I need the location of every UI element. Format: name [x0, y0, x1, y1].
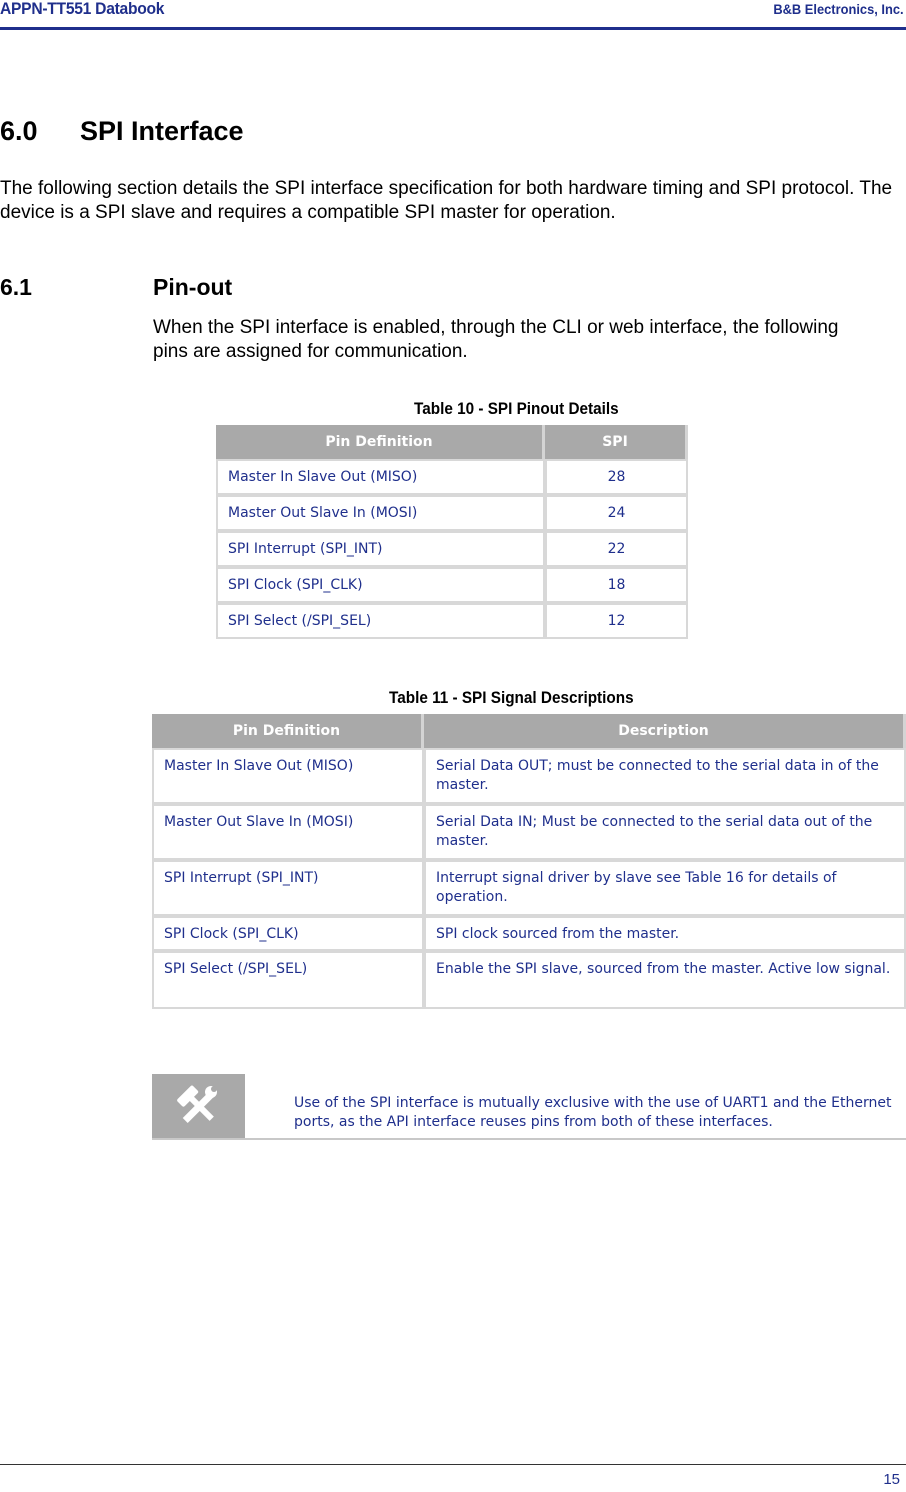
page-number: 15 [883, 1471, 900, 1488]
table-cell: Master Out Slave In (MOSI) [216, 495, 545, 531]
subsection-heading [0, 274, 232, 301]
table-row [216, 603, 688, 639]
table-cell: 22 [545, 531, 688, 567]
table-cell: SPI Clock (SPI_CLK) [216, 567, 545, 603]
table-cell: SPI Interrupt (SPI_INT) [216, 531, 545, 567]
table-cell: SPI Select (/SPI_SEL) [152, 951, 424, 1009]
note-callout [152, 1074, 906, 1140]
table-cell: Serial Data OUT; must be connected to the serial data in of the master. [424, 748, 906, 804]
spi-pinout-table [216, 425, 688, 639]
footer-divider [0, 1464, 906, 1465]
table-header: Pin Definition [216, 425, 545, 459]
table-header: SPI [545, 425, 688, 459]
table-row [152, 748, 906, 804]
table-row [152, 951, 906, 1009]
section-number: 6.0 [0, 116, 38, 146]
subsection-text: When the SPI interface is enabled, through the CLI or web interface, the following pins are assigned for communication. [153, 317, 839, 362]
table-cell: Serial Data IN; Must be connected to the serial data out of the master. [424, 804, 906, 860]
table-row [152, 804, 906, 860]
table-cell: 18 [545, 567, 688, 603]
table-row [216, 531, 688, 567]
table-cell: SPI Select (/SPI_SEL) [216, 603, 545, 639]
table-row [152, 860, 906, 916]
table-cell: Master In Slave Out (MISO) [216, 459, 545, 495]
header-divider [0, 27, 906, 30]
table-cell: 12 [545, 603, 688, 639]
table-header: Pin Definition [152, 714, 424, 748]
subsection-number: 6.1 [0, 274, 32, 300]
spi-signal-table [152, 714, 906, 1009]
table-cell: SPI Interrupt (SPI_INT) [152, 860, 424, 916]
tools-icon [152, 1074, 245, 1138]
note-text: Use of the SPI interface is mutually exclusive with the use of UART1 and the Ethernet ports, as the API interface reuses pins from both of these interfaces. [294, 1095, 892, 1130]
table-cell: Enable the SPI slave, sourced from the master. Active low signal. [424, 951, 906, 1009]
table-cell: 28 [545, 459, 688, 495]
section-heading [0, 116, 244, 147]
section-title: SPI Interface [80, 116, 244, 146]
table-cell: SPI clock sourced from the master. [424, 916, 906, 951]
table-header: Description [424, 714, 906, 748]
table10-caption: Table 10 - SPI Pinout Details [414, 399, 619, 418]
document-title: APPN-TT551 Databook [0, 0, 165, 18]
table-row [216, 567, 688, 603]
table-row [216, 459, 688, 495]
table-cell: Master Out Slave In (MOSI) [152, 804, 424, 860]
table-row [152, 916, 906, 951]
company-name: B&B Electronics, Inc. [773, 1, 904, 17]
table11-caption: Table 11 - SPI Signal Descriptions [389, 688, 634, 707]
table-cell: Interrupt signal driver by slave see Table 16 for details of operation. [424, 860, 906, 916]
section-intro: The following section details the SPI interface specification for both hardware timing and SPI protocol. The device is a SPI slave and requires a compatible SPI master for operation. [0, 178, 893, 223]
table-cell: Master In Slave Out (MISO) [152, 748, 424, 804]
table-cell: 24 [545, 495, 688, 531]
table-cell: SPI Clock (SPI_CLK) [152, 916, 424, 951]
table-row [216, 495, 688, 531]
subsection-title: Pin-out [153, 274, 233, 300]
